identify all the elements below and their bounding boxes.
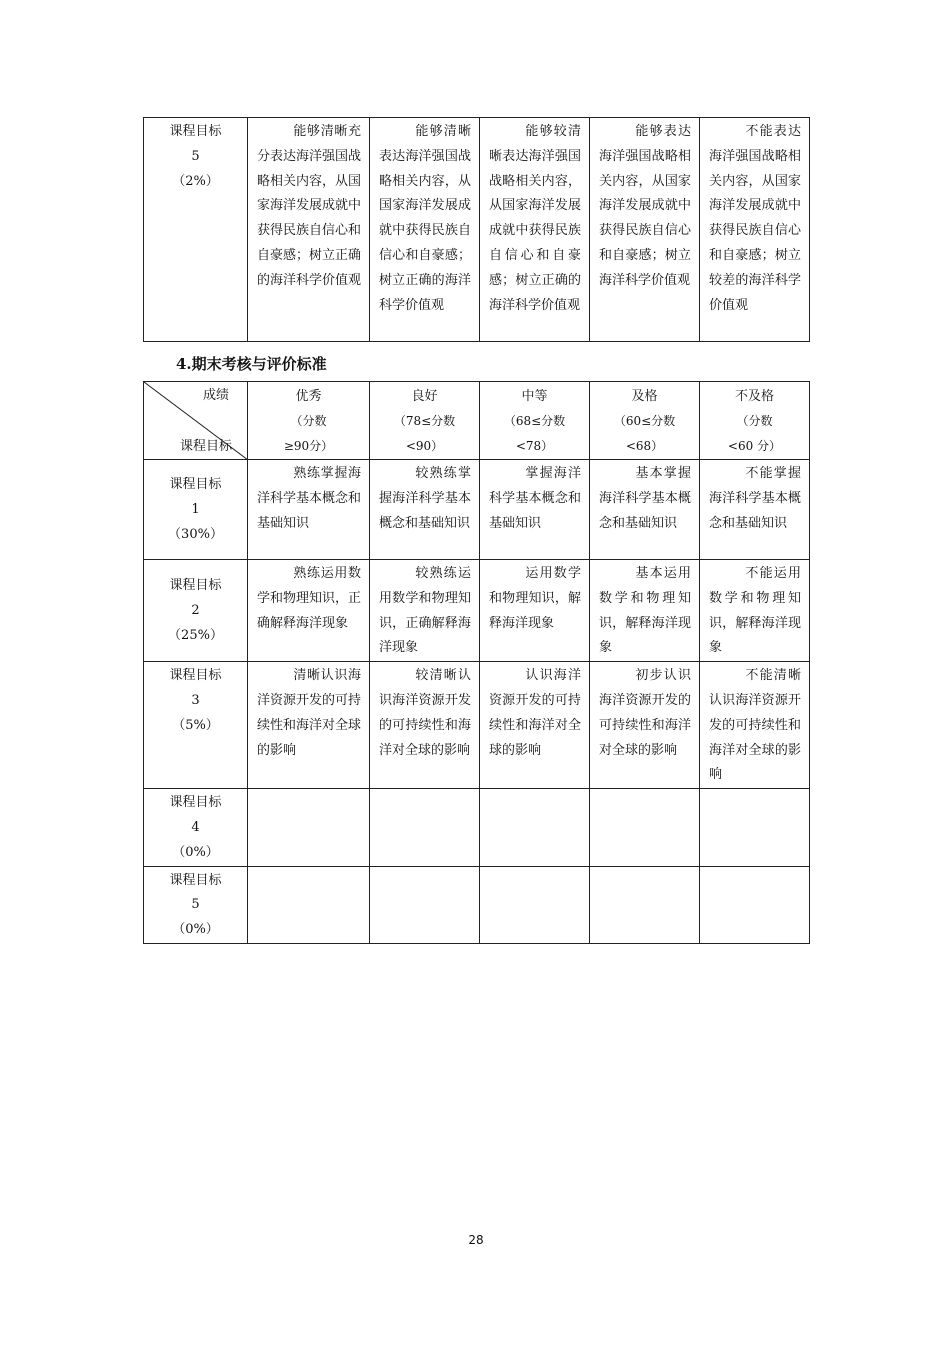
criteria-cell-fail: 不能运用数学和物理知识，解释海洋现象 [700,560,810,662]
header-label: 良好 [411,389,438,404]
header-range: （68≤分数<78） [503,414,566,453]
table-row [144,460,810,560]
criteria-cell-excellent [248,789,370,866]
criteria-cell-fail [700,789,810,866]
goal-weight: （25%） [168,627,223,643]
criteria-cell-medium: 掌握海洋科学基本概念和基础知识 [480,460,590,560]
goal-number: 5 [191,897,200,913]
header-good [370,382,480,460]
criteria-cell-pass: 基本运用数学和物理知识，解释海洋现象 [590,560,700,662]
criteria-cell-good: 能够清晰表达海洋强国战略相关内容，从国家海洋发展成就中获得民族自信心和自豪感；树立正确的海洋科学价值观 [370,118,480,342]
criteria-cell-medium [480,789,590,866]
goal-number: 5 [191,148,200,164]
header-label: 及格 [631,389,658,404]
criteria-cell-good [370,866,480,943]
criteria-cell-medium: 能够较清晰表达海洋强国战略相关内容，从国家海洋发展成就中获得民族自信心和自豪感；树立正确的海洋科学价值观 [480,118,590,342]
criteria-cell-pass [590,789,700,866]
table-row [144,662,810,789]
criteria-cell-excellent: 清晰认识海洋资源开发的可持续性和海洋对全球的影响 [248,662,370,789]
header-range: （分数<60 分） [727,414,782,453]
goal-label: 课程目标 [169,795,222,811]
section-title: 4.期末考核与评价标准 [176,355,327,373]
corner-label-grade: 成绩 [202,388,229,403]
criteria-table-continued [143,117,810,342]
criteria-cell-medium [480,866,590,943]
criteria-cell-fail: 不能掌握海洋科学基本概念和基础知识 [700,460,810,560]
criteria-cell-pass: 基本掌握海洋科学基本概念和基础知识 [590,460,700,560]
goal-weight: （30%） [168,526,223,542]
goal-label: 课程目标 [169,477,222,493]
header-label: 不及格 [734,389,774,404]
page-number: 28 [468,1233,484,1247]
course-goal-cell [144,662,248,789]
header-fail [700,382,810,460]
criteria-cell-fail: 不能清晰认识海洋资源开发的可持续性和海洋对全球的影响 [700,662,810,789]
goal-weight: （2%） [172,173,219,189]
header-range: （分数≥90分） [283,414,334,453]
criteria-cell-pass: 能够表达海洋强国战略相关内容，从国家海洋发展成就中获得民族自信心和自豪感；树立海洋科学价值观 [590,118,700,342]
table-row [144,789,810,866]
goal-weight: （0%） [172,922,219,938]
final-exam-criteria-table [143,381,810,944]
corner-header-cell [144,382,248,460]
header-medium [480,382,590,460]
criteria-cell-pass: 初步认识海洋资源开发的可持续性和海洋对全球的影响 [590,662,700,789]
goal-label: 课程目标 [169,124,222,139]
corner-label-goal: 课程目标 [180,439,233,454]
goal-number: 4 [191,819,200,835]
header-label: 中等 [521,389,548,404]
course-goal-cell [144,789,248,866]
goal-number: 2 [191,603,200,619]
criteria-cell-medium: 运用数学和物理知识，解释海洋现象 [480,560,590,662]
criteria-cell-excellent: 熟练运用数学和物理知识，正确解释海洋现象 [248,560,370,662]
criteria-cell-fail: 不能表达海洋强国战略相关内容，从国家海洋发展成就中获得民族自信心和自豪感；树立较差的海洋科学价值观 [700,118,810,342]
goal-number: 1 [191,502,200,518]
goal-label: 课程目标 [169,578,222,594]
course-goal-cell [144,118,248,342]
course-goal-cell [144,560,248,662]
criteria-cell-good: 较清晰认识海洋资源开发的可持续性和海洋对全球的影响 [370,662,480,789]
goal-weight: （5%） [172,717,219,733]
table-header-row [144,382,810,460]
criteria-cell-pass [590,866,700,943]
goal-label: 课程目标 [169,668,222,684]
header-excellent [248,382,370,460]
table-row [144,866,810,943]
criteria-cell-good: 较熟练掌握海洋科学基本概念和基础知识 [370,460,480,560]
header-range: （60≤分数<68） [613,414,676,453]
header-label: 优秀 [295,389,322,404]
course-goal-cell [144,866,248,943]
table-row [144,118,810,342]
criteria-cell-excellent: 能够清晰充分表达海洋强国战略相关内容，从国家海洋发展成就中获得民族自信心和自豪感；树立正确的海洋科学价值观 [248,118,370,342]
criteria-cell-excellent [248,866,370,943]
criteria-cell-good [370,789,480,866]
criteria-cell-excellent: 熟练掌握海洋科学基本概念和基础知识 [248,460,370,560]
criteria-cell-good: 较熟练运用数学和物理知识，正确解释海洋现象 [370,560,480,662]
course-goal-cell [144,460,248,560]
criteria-cell-medium: 认识海洋资源开发的可持续性和海洋对全球的影响 [480,662,590,789]
goal-weight: （0%） [172,844,219,860]
header-range: （78≤分数<90） [393,414,456,453]
goal-number: 3 [191,692,200,708]
table-row [144,560,810,662]
criteria-cell-fail [700,866,810,943]
goal-label: 课程目标 [169,872,222,888]
header-pass [590,382,700,460]
